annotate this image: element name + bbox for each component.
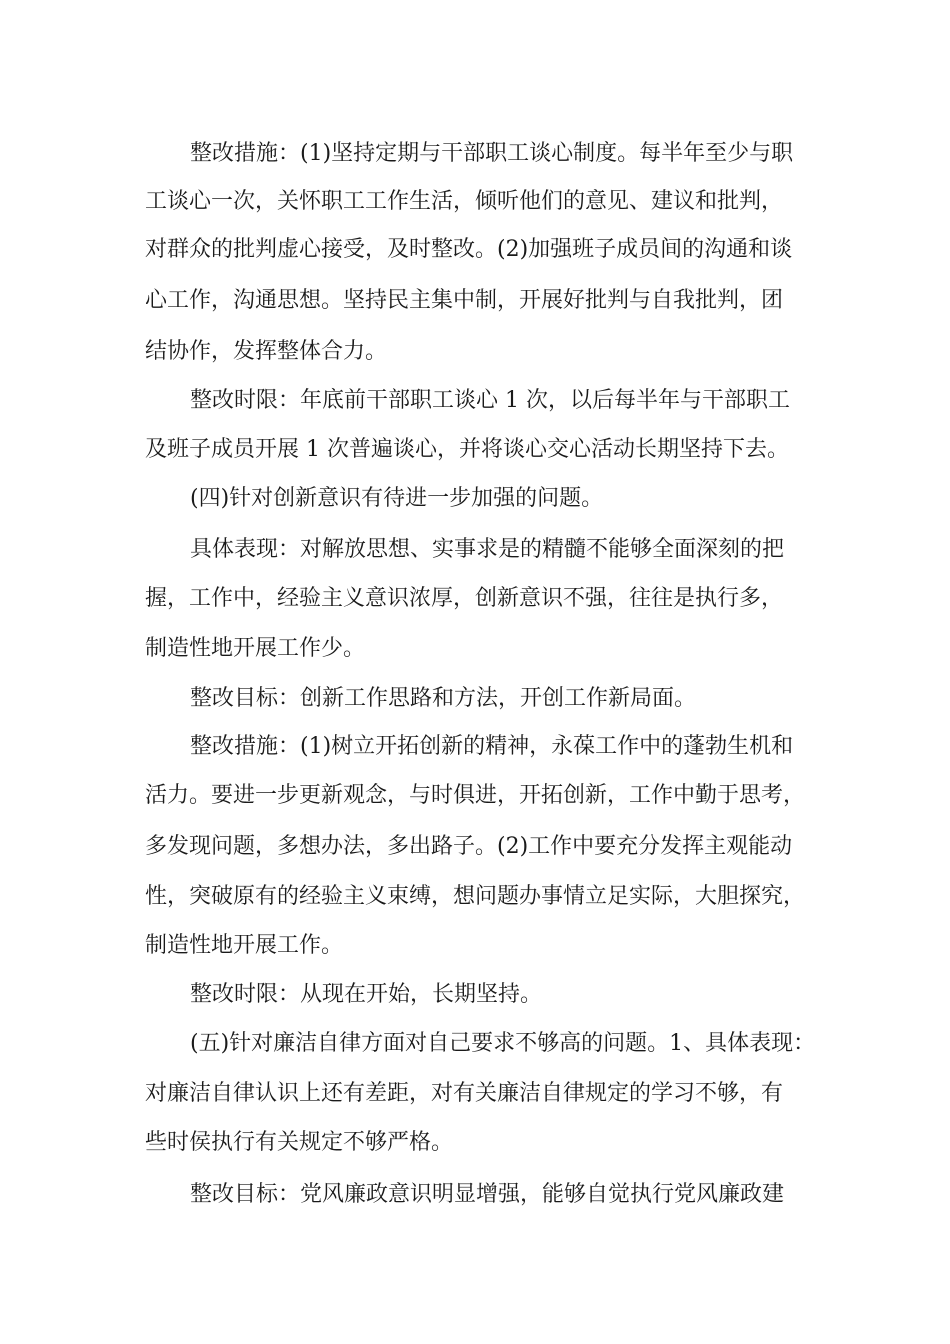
text-line: 对群众的批判虚心接受，及时整改。(2)加强班子成员间的沟通和谈: [145, 237, 793, 262]
text-line: 工谈心一次，关怀职工工作生活，倾听他们的意见、建议和批判，: [145, 189, 784, 214]
text-line: 整改目标：党风廉政意识明显增强，能够自觉执行党风廉政建: [190, 1182, 785, 1207]
text-line: 及班子成员开展 1 次普遍谈心，并将谈心交心活动长期坚持下去。: [145, 437, 789, 462]
text-line: 整改时限：年底前干部职工谈心 1 次，以后每半年与干部职工: [190, 388, 790, 413]
text-line: 整改目标：创新工作思路和方法，开创工作新局面。: [190, 686, 697, 711]
text-line: 对廉洁自律认识上还有差距，对有关廉洁自律规定的学习不够，有: [145, 1081, 784, 1106]
text-line: 性，突破原有的经验主义束缚，想问题办事情立足实际，大胆探究，: [145, 884, 806, 909]
text-line: 些时侯执行有关规定不够严格。: [145, 1130, 454, 1155]
text-line: 具体表现：对解放思想、实事求是的精髓不能够全面深刻的把: [190, 537, 785, 562]
text-line: 心工作，沟通思想。坚持民主集中制，开展好批判与自我批判，团: [145, 288, 784, 313]
section-heading: (五)针对廉洁自律方面对自己要求不够高的问题。1、具体表现：: [190, 1031, 816, 1056]
section-heading: (四)针对创新意识有待进一步加强的问题。: [190, 486, 604, 511]
text-line: 多发现问题，多想办法，多出路子。(2)工作中要充分发挥主观能动: [145, 834, 793, 859]
text-line: 制造性地开展工作。: [145, 933, 344, 958]
text-line: 整改时限：从现在开始，长期坚持。: [190, 982, 543, 1007]
text-line: 整改措施：(1)坚持定期与干部职工谈心制度。每半年至少与职: [190, 141, 794, 166]
text-line: 整改措施：(1)树立开拓创新的精神，永葆工作中的蓬勃生机和: [190, 734, 794, 759]
text-line: 结协作，发挥整体合力。: [145, 339, 388, 364]
text-line: 制造性地开展工作少。: [145, 636, 366, 661]
text-line: 活力。要进一步更新观念，与时俱进，开拓创新，工作中勤于思考，: [145, 783, 806, 808]
text-line: 握，工作中，经验主义意识浓厚，创新意识不强，往往是执行多，: [145, 586, 784, 611]
